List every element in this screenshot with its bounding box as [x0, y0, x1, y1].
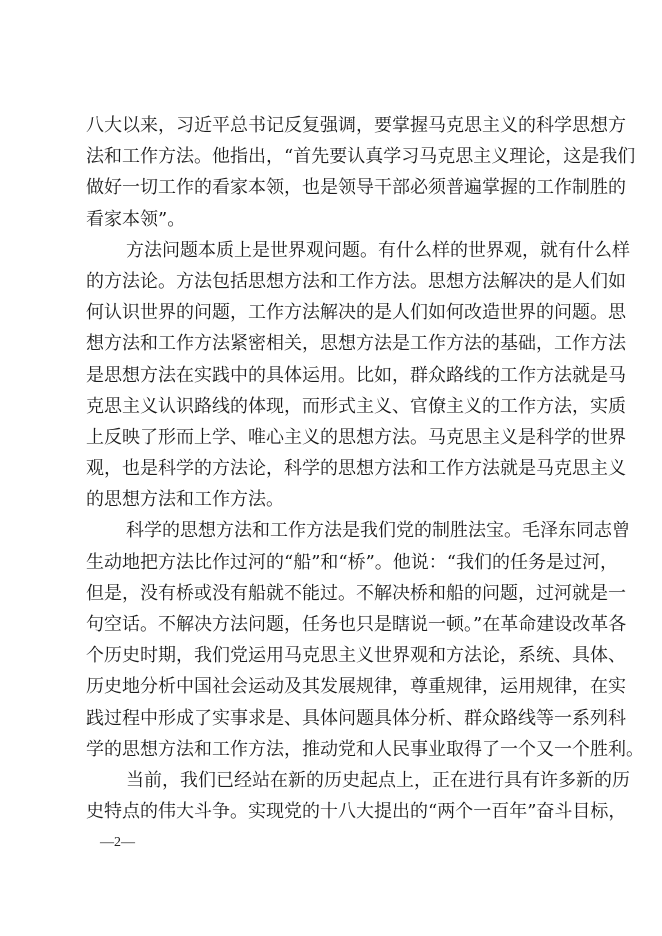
text-line: 当前，我们已经站在新的历史起点上，正在进行具有许多新的历 [126, 769, 630, 791]
text-line: 史特点的伟大斗争。实现党的十八大提出的“两个一百年”奋斗目标， [86, 801, 627, 823]
text-line: 是思想方法在实践中的具体运用。比如，群众路线的工作方法就是马 [86, 364, 626, 386]
page-number: —2— [100, 835, 135, 850]
text-line: 方法问题本质上是世界观问题。有什么样的世界观，就有什么样 [126, 239, 630, 261]
paragraph-2 [86, 235, 630, 516]
text-line: 的思想方法和工作方法。 [86, 489, 284, 511]
body-text [86, 110, 644, 827]
text-line: 历史地分析中国社会运动及其发展规律，尊重规律，运用规律，在实 [86, 676, 626, 698]
text-line: 看家本领”。 [86, 208, 186, 230]
text-line: 克思主义认识路线的体现，而形式主义、官僚主义的工作方法，实质 [86, 395, 626, 417]
text-line: 的方法论。方法包括思想方法和工作方法。思想方法解决的是人们如 [86, 270, 626, 292]
paragraph-3 [86, 515, 644, 765]
text-line: 科学的思想方法和工作方法是我们党的制胜法宝。毛泽东同志曾 [126, 520, 630, 542]
text-line: 句空话。不解决方法问题，任务也只是瞎说一顿。”在革命建设改革各 [86, 614, 627, 635]
paragraph-1 [86, 110, 636, 235]
text-line: 生动地把方法比作过河的“船”和“桥”。他说：“我们的任务是过河， [86, 551, 619, 573]
text-line: 何认识世界的问题，工作方法解决的是人们如何改造世界的问题。思 [86, 302, 626, 324]
text-line: 但是，没有桥或没有船就不能过。不解决桥和船的问题，过河就是一 [86, 582, 626, 604]
text-line: 做好一切工作的看家本领，也是领导干部必须普遍掌握的工作制胜的 [86, 177, 626, 199]
text-line: 观，也是科学的方法论，科学的思想方法和工作方法就是马克思主义 [86, 458, 626, 480]
text-line: 八大以来，习近平总书记反复强调，要掌握马克思主义的科学思想方 [86, 115, 626, 136]
paragraph-4 [86, 765, 630, 827]
text-line: 个历史时期，我们党运用马克思主义世界观和方法论，系统、具体、 [86, 645, 626, 667]
text-line: 学的思想方法和工作方法，推动党和人民事业取得了一个又一个胜利。 [86, 738, 644, 760]
text-line: 法和工作方法。他指出，“首先要认真学习马克思主义理论，这是我们 [86, 146, 636, 168]
text-line: 践过程中形成了实事求是、具体问题具体分析、群众路线等一系列科 [86, 707, 626, 729]
text-line: 上反映了形而上学、唯心主义的思想方法。马克思主义是科学的世界 [86, 426, 626, 448]
text-line: 想方法和工作方法紧密相关，思想方法是工作方法的基础，工作方法 [86, 333, 626, 355]
